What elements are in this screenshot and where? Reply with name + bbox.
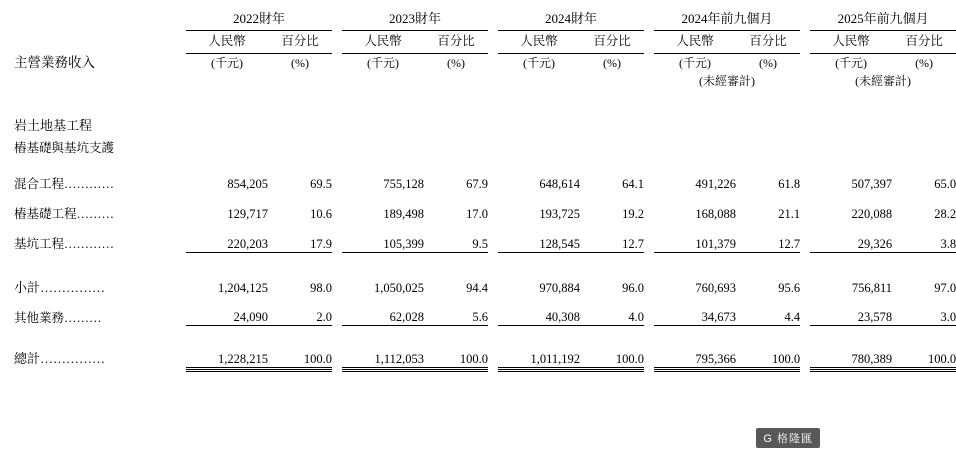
- cell-percent: 95.6: [778, 280, 801, 295]
- table-header-subcolumns: [14, 31, 956, 54]
- cell-percent: 97.0: [934, 280, 956, 295]
- row-label-header: 主營業務收入: [14, 55, 95, 70]
- cell-amount: 756,811: [851, 280, 893, 295]
- cell-amount: 780,389: [851, 351, 893, 366]
- unit-amount-3: (千元): [523, 56, 556, 70]
- amount-header-3: 人民幣: [498, 31, 580, 54]
- section-row-geotechnical: [14, 115, 956, 138]
- section-title: 岩土地基工程: [14, 118, 93, 133]
- table-row: [14, 222, 956, 252]
- cell-amount: 220,203: [227, 236, 268, 251]
- amount-header-5: 人民幣: [810, 31, 892, 54]
- amount-header-2: 人民幣: [342, 31, 424, 54]
- amount-header-1: 人民幣: [186, 31, 268, 54]
- row-dots: …………: [64, 177, 115, 191]
- percent-header-1: 百分比: [268, 31, 332, 54]
- unit-percent-3: (%): [603, 56, 622, 70]
- cell-amount: 1,011,192: [530, 351, 581, 366]
- cell-amount: 129,717: [227, 207, 268, 221]
- cell-amount: 34,673: [701, 310, 737, 324]
- cell-amount: 795,366: [695, 351, 737, 366]
- cell-percent: 10.6: [310, 207, 333, 221]
- cell-percent: 3.8: [940, 236, 956, 251]
- cell-percent: 12.7: [622, 236, 645, 251]
- unit-percent-1: (%): [291, 56, 309, 70]
- cell-percent: 67.9: [466, 177, 489, 191]
- cell-percent: 96.0: [622, 280, 645, 295]
- cell-percent: 3.0: [940, 310, 956, 324]
- row-label: 混合工程: [14, 177, 65, 191]
- period-header-4: 2024年前九個月: [654, 8, 800, 31]
- row-dots: ………: [64, 310, 102, 325]
- cell-percent: 17.9: [310, 236, 333, 251]
- row-dots: …………: [64, 237, 115, 251]
- cell-percent: 98.0: [310, 280, 333, 295]
- cell-amount: 854,205: [227, 177, 268, 191]
- unit-amount-5: (千元): [835, 56, 868, 70]
- cell-percent: 4.4: [784, 310, 801, 324]
- cell-amount: 40,308: [545, 310, 581, 324]
- cell-percent: 100.0: [303, 351, 333, 366]
- amount-header-4: 人民幣: [654, 31, 736, 54]
- row-label: 其他業務: [14, 310, 65, 325]
- cell-amount: 760,693: [695, 280, 737, 295]
- cell-amount: 220,088: [851, 207, 893, 221]
- cell-percent: 69.5: [310, 177, 333, 191]
- cell-amount: 189,498: [383, 207, 425, 221]
- cell-amount: 101,379: [695, 236, 737, 251]
- cell-amount: 491,226: [695, 177, 737, 191]
- watermark: G 格隆匯: [756, 428, 820, 448]
- cell-percent: 61.8: [778, 177, 801, 191]
- unit-amount-4: (千元): [679, 56, 712, 70]
- cell-amount: 507,397: [851, 177, 893, 191]
- cell-amount: 1,204,125: [218, 280, 268, 295]
- cell-amount: 1,228,215: [218, 351, 268, 366]
- table-row: [14, 162, 956, 192]
- cell-amount: 1,050,025: [374, 280, 425, 295]
- cell-amount: 193,725: [539, 207, 581, 221]
- row-dots: ……………: [40, 351, 106, 366]
- row-label: 小計: [14, 279, 41, 295]
- unit-percent-4: (%): [759, 56, 778, 70]
- row-label: 基坑工程: [14, 237, 65, 251]
- cell-percent: 100.0: [927, 351, 956, 366]
- cell-percent: 17.0: [466, 207, 489, 221]
- unaudited-note-4: (未經審計): [699, 74, 756, 88]
- table-header-years: [14, 8, 956, 31]
- spacer: [14, 327, 956, 341]
- cell-amount: 970,884: [539, 280, 581, 295]
- spacer: [14, 254, 956, 268]
- rule-below-total: [14, 367, 956, 370]
- cell-percent: 100.0: [771, 351, 801, 366]
- cell-percent: 2.0: [316, 310, 333, 324]
- period-header-5: 2025年前九個月: [810, 8, 956, 31]
- unit-percent-2: (%): [447, 56, 466, 70]
- period-header-2: 2023財年: [342, 8, 488, 31]
- unit-amount-2: (千元): [367, 56, 400, 70]
- cell-percent: 9.5: [472, 236, 489, 251]
- row-label: 總計: [14, 351, 41, 366]
- subsection-row-piling: [14, 138, 956, 162]
- percent-header-5: 百分比: [892, 31, 956, 54]
- percent-header-2: 百分比: [424, 31, 488, 54]
- table-row-subtotal: [14, 268, 956, 296]
- subsection-title: 樁基礎與基坑支護: [14, 141, 115, 155]
- cell-percent: 4.0: [628, 310, 645, 324]
- percent-header-3: 百分比: [580, 31, 644, 54]
- unit-amount-1: (千元): [211, 56, 243, 70]
- cell-percent: 5.6: [472, 310, 489, 324]
- row-label: 樁基礎工程: [14, 207, 77, 221]
- cell-percent: 21.1: [778, 207, 801, 221]
- revenue-breakdown-table: [14, 8, 956, 372]
- spacer: [14, 89, 956, 115]
- cell-amount: 168,088: [695, 207, 737, 221]
- cell-amount: 29,326: [857, 236, 893, 251]
- row-dots: ………: [76, 207, 115, 221]
- row-dots: ……………: [40, 279, 106, 295]
- table-row-other: [14, 296, 956, 326]
- cell-percent: 64.1: [622, 177, 645, 191]
- cell-percent: 94.4: [466, 280, 489, 295]
- cell-amount: 62,028: [389, 310, 425, 324]
- cell-amount: 24,090: [233, 310, 268, 324]
- cell-percent: 28.2: [934, 207, 956, 221]
- cell-percent: 19.2: [622, 207, 645, 221]
- period-header-1: 2022財年: [186, 8, 332, 31]
- cell-percent: 100.0: [459, 351, 489, 366]
- table-row-total: [14, 341, 956, 367]
- cell-amount: 648,614: [539, 177, 581, 191]
- cell-amount: 755,128: [383, 177, 425, 191]
- cell-amount: 105,399: [383, 236, 425, 251]
- period-header-3: 2024財年: [498, 8, 644, 31]
- cell-amount: 1,112,053: [374, 351, 425, 366]
- unaudited-note-5: (未經審計): [855, 74, 912, 88]
- cell-percent: 65.0: [934, 177, 956, 191]
- percent-header-4: 百分比: [736, 31, 800, 54]
- unit-percent-5: (%): [915, 56, 934, 70]
- table-row: [14, 192, 956, 222]
- cell-percent: 12.7: [778, 236, 801, 251]
- cell-amount: 23,578: [857, 310, 893, 324]
- table-header-unaudited: [14, 71, 956, 89]
- cell-percent: 100.0: [615, 351, 645, 366]
- cell-amount: 128,545: [539, 236, 581, 251]
